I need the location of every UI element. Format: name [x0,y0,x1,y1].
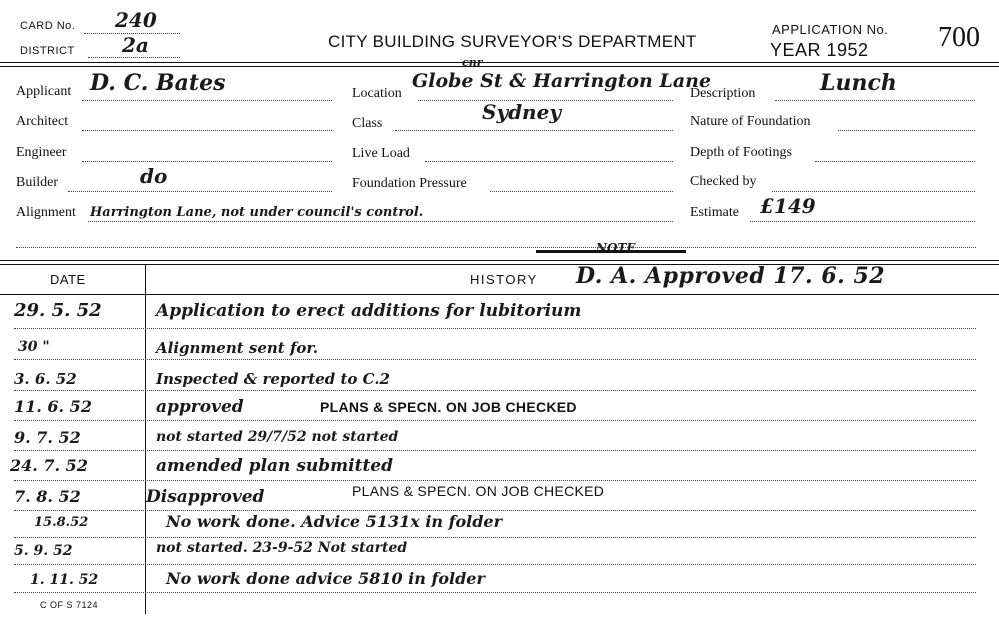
application-no-value: 700 [938,22,980,53]
card-no-label: CARD No. [20,20,76,32]
location-value: Globe St & Harrington Lane [412,70,712,92]
row-stamp: PLANS & SPECN. ON JOB CHECKED [320,399,577,415]
history-header-rule [0,294,999,295]
history-header: HISTORY [470,272,538,287]
note-label: NOTE [596,241,636,255]
approved-stamp: D. A. Approved 17. 6. 52 [576,263,886,289]
builder-value: do [140,164,168,188]
row-date: 9. 7. 52 [14,428,81,447]
header-rule-top [0,62,999,63]
foundation-pressure-label: Foundation Pressure [352,176,467,191]
row-date: 3. 6. 52 [14,370,77,388]
row-date: 7. 8. 52 [14,487,81,506]
card-no-value: 240 [115,8,157,32]
live-load-label: Live Load [352,146,410,161]
history-rule-top [0,260,999,261]
year-label: YEAR 1952 [770,40,869,60]
row-entry: No work done advice 5810 in folder [166,569,485,588]
estimate-value: £149 [760,194,816,218]
alignment-label: Alignment [16,205,76,220]
note-underline [536,250,686,253]
row-entry: Disapproved [146,487,265,507]
row-entry: amended plan submitted [156,456,393,476]
application-no-label: APPLICATION No. [772,22,889,37]
architect-label: Architect [16,114,69,129]
location-cnr: cnr [462,56,483,69]
description-value: Lunch [820,70,897,96]
row-date: 5. 9. 52 [14,543,73,559]
applicant-label: Applicant [16,84,72,99]
estimate-label: Estimate [690,205,739,220]
row-entry: approved [156,397,244,417]
header-rule-bottom [0,66,999,67]
date-header: DATE [50,272,86,287]
applicant-value: D. C. Bates [90,70,226,96]
row-entry: not started 29/7/52 not started [156,429,399,445]
page-title: CITY BUILDING SURVEYOR'S DEPARTMENT [328,32,697,51]
row-entry: Application to erect additions for lubitorium [156,301,582,321]
row-entry: not started. 23-9-52 Not started [156,540,408,556]
form-code: C OF S 7124 [40,600,99,610]
nature-foundation-label: Nature of Foundation [690,114,811,129]
row-date: 30 " [18,339,50,355]
alignment-value: Harrington Lane, not under council's control. [90,205,424,220]
location-label: Location [352,86,402,101]
date-column-divider [145,264,146,614]
depth-footings-label: Depth of Footings [690,145,792,160]
row-stamp: PLANS & SPECN. ON JOB CHECKED [352,483,605,499]
builder-label: Builder [16,175,58,190]
row-entry: No work done. Advice 5131x in folder [166,512,503,531]
row-date: 29. 5. 52 [14,300,102,321]
row-date: 11. 6. 52 [14,397,92,416]
row-entry: Alignment sent for. [156,339,319,357]
checked-by-label: Checked by [690,174,757,189]
district-value: 2a [122,33,149,57]
description-label: Description [690,86,756,101]
row-date: 1. 11. 52 [30,572,99,588]
row-date: 15.8.52 [34,515,89,530]
location-suburb: Sydney [482,100,561,124]
class-label: Class [352,116,383,131]
district-label: DISTRICT [20,45,75,57]
row-date: 24. 7. 52 [10,456,88,475]
engineer-label: Engineer [16,145,67,160]
row-entry: Inspected & reported to C.2 [156,370,390,388]
